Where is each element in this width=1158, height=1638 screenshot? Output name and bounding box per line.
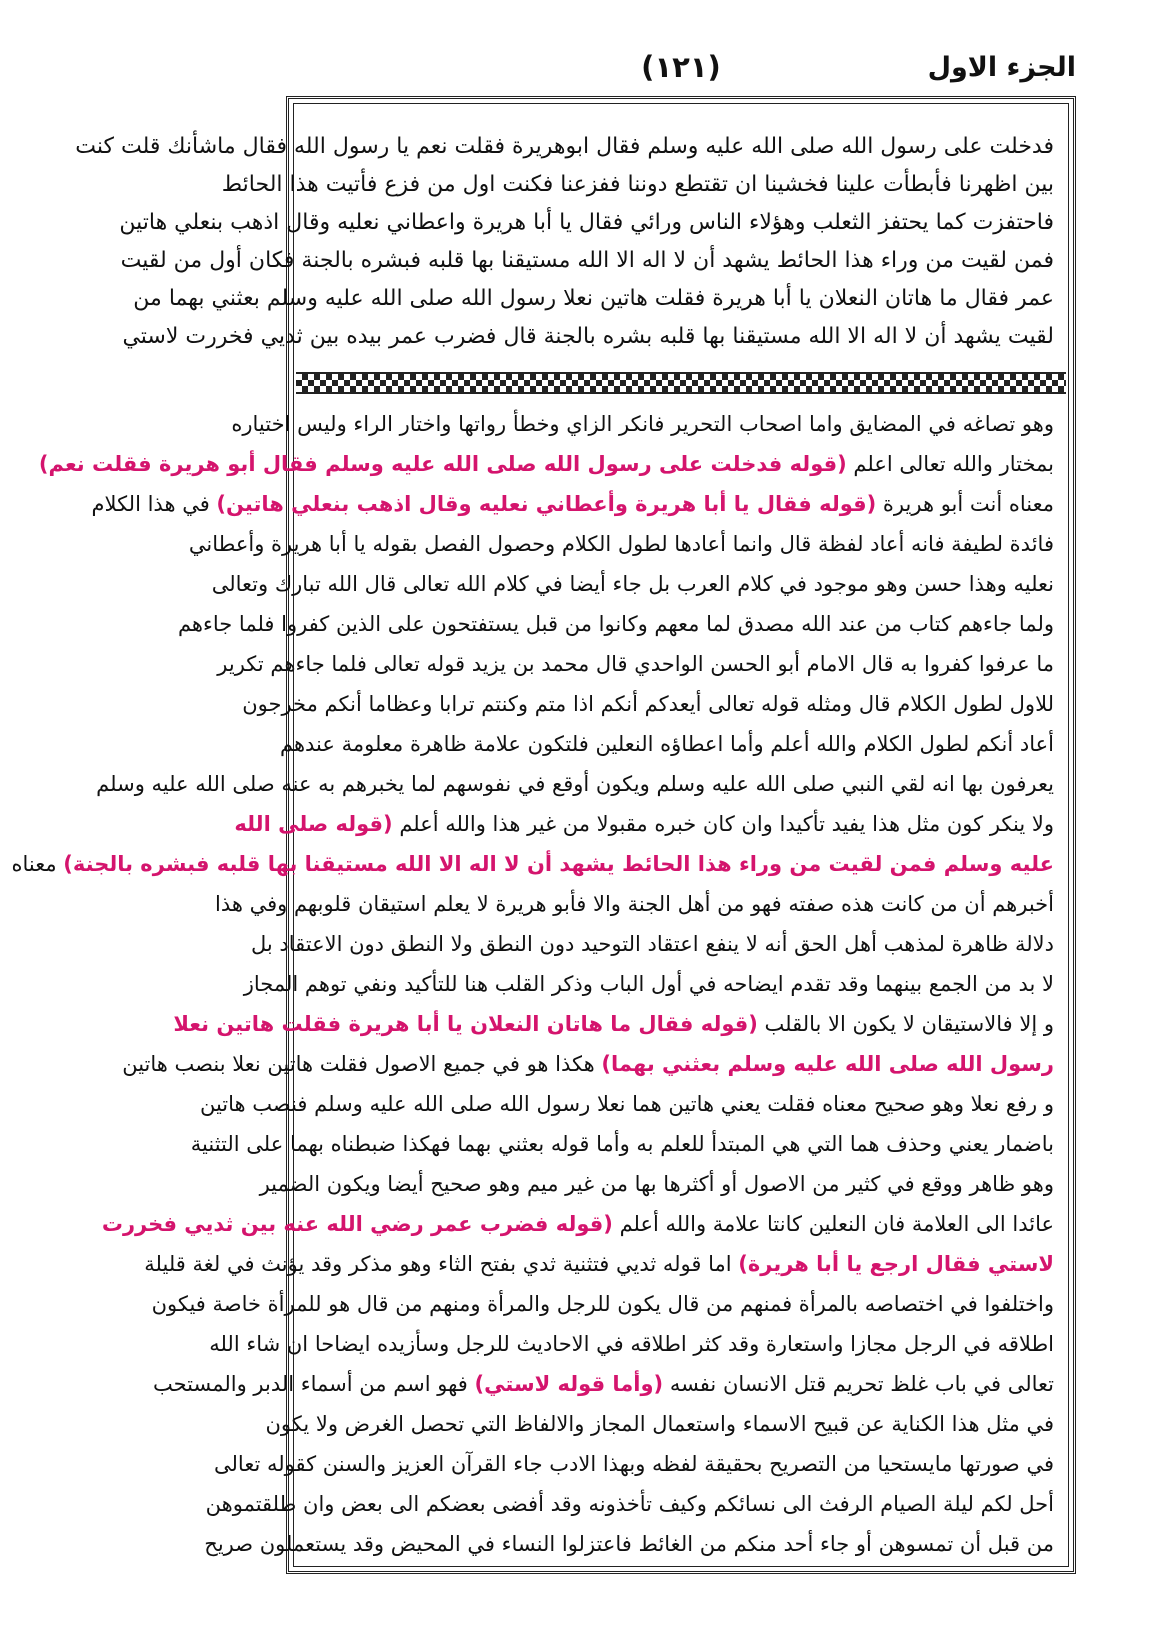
commentary-segment: أخبرهم أن من كانت هذه صفته فهو من أهل الجنة والا فأبو هريرة لا يعلم استيقان قلوبهم وفي هذا — [214, 892, 1054, 916]
commentary-line — [91, 484, 1054, 524]
quoted-hadith-phrase: (قوله فضرب عمر رضي الله عنه بين ثديي فخررت — [101, 1212, 613, 1236]
hadith-line: فمن لقيت من وراء هذا الحائط يشهد أن لا اله الا الله مستيقنا بها قلبه فبشره بالجنة فكان أول من لقيت — [120, 248, 1054, 273]
commentary-segment: اما قوله ثديي فتثنية ثدي بفتح الثاء وهو مذكر وقد يؤنث في لغة قليلة — [144, 1252, 739, 1276]
commentary-segment: و رفع نعلا وهو صحيح معناه فقلت يعني هاتين هما نعلا رسول الله صلى الله عليه وسلم فنصب هاتين — [199, 1092, 1054, 1116]
commentary-segment: هكذا هو في جميع الاصول فقلت هاتين نعلا بنصب هاتين — [122, 1052, 602, 1076]
commentary-line — [204, 1524, 1054, 1564]
commentary-segment: في هذا الكلام — [91, 492, 217, 516]
quoted-hadith-phrase: (قوله صلى الله — [234, 812, 393, 836]
checkered-divider — [296, 372, 1066, 394]
commentary-line — [152, 1364, 1054, 1404]
quoted-hadith-phrase: (قوله فقال ما هاتان النعلان يا أبا هريرة فقلت هاتين نعلا — [173, 1012, 758, 1036]
commentary-line — [38, 444, 1054, 484]
commentary-line — [214, 884, 1054, 924]
commentary-segment: معناه — [11, 852, 64, 876]
commentary-line — [209, 1324, 1054, 1364]
page-number: (١٢١) — [641, 50, 721, 84]
commentary-text — [11, 404, 1054, 1558]
quoted-hadith-phrase: (قوله فقال يا أبا هريرة وأعطاني نعليه وقال اذهب بنعلي هاتين) — [216, 492, 877, 516]
commentary-segment: أعاد أنكم لطول الكلام والله أعلم وأما اعطاؤه النعلين فلتكون علامة ظاهرة معلومة عندهم — [279, 732, 1054, 756]
commentary-line — [242, 684, 1054, 724]
commentary-line — [173, 1004, 1054, 1044]
commentary-line — [250, 924, 1054, 964]
commentary-line — [199, 1084, 1054, 1124]
page-frame-inner — [11, 103, 1069, 1567]
commentary-segment: معناه أنت أبو هريرة — [876, 492, 1054, 516]
commentary-line — [190, 1124, 1054, 1164]
quoted-hadith-phrase: (وأما قوله لاستي) — [474, 1372, 664, 1396]
commentary-line — [231, 404, 1054, 444]
commentary-line — [259, 1164, 1054, 1204]
commentary-segment: باضمار يعني وحذف هما التي هي المبتدأ للعلم به وأما قوله بعثني بهما فهكذا ضبطناه بهما على التثنية — [190, 1132, 1054, 1156]
commentary-line — [211, 564, 1054, 604]
commentary-segment: و إلا فالاستيقان لا يكون الا بالقلب — [757, 1012, 1054, 1036]
commentary-segment: بمختار والله تعالى اعلم — [846, 452, 1054, 476]
commentary-segment: نعليه وهذا حسن وهو موجود في كلام العرب بل جاء أيضا في كلام الله تعالى قال الله تبارك وتعالى — [211, 572, 1054, 596]
commentary-segment: للاول لطول الكلام قال ومثله قوله تعالى أيعدكم أنكم اذا متم وكنتم ترابا وعظاما أنكم مخرجون — [242, 692, 1054, 716]
commentary-line — [188, 524, 1054, 564]
commentary-segment: ما عرفوا كفروا به قال الامام أبو الحسن الواحدي قال محمد بن يزيد قوله تعالى فلما جاءهم تكرير — [217, 652, 1054, 676]
quoted-hadith-phrase: رسول الله صلى الله عليه وسلم بعثني بهما) — [601, 1052, 1054, 1076]
commentary-segment: وهو ظاهر ووقع في كثير من الاصول أو أكثرها بها من غير ميم وهو صحيح أيضا ويكون الضمير — [259, 1172, 1054, 1196]
commentary-segment: فائدة لطيفة فانه أعاد لفظة قال وانما أعادها لطول الكلام وحصول الفصل بقوله يا أبا هريرة وأعطاني — [188, 532, 1054, 556]
hadith-line: فدخلت على رسول الله صلى الله عليه وسلم فقال ابوهريرة فقلت نعم يا رسول الله فقال ماشأنك قلت كنت — [75, 134, 1054, 159]
quoted-hadith-phrase: لاستي فقال ارجع يا أبا هريرة) — [738, 1252, 1054, 1276]
hadith-line: فاحتفزت كما يحتفز الثعلب وهؤلاء الناس ورائي فقال يا أبا هريرة واعطاني نعليه وقال اذهب بنعلي هاتين — [119, 210, 1054, 235]
hadith-text — [75, 128, 1054, 368]
commentary-segment: في صورتها مايستحيا من التصريح بحقيقة لفظه وبهذا الادب جاء القرآن العزيز والسنن كقوله تعالى — [214, 1452, 1054, 1476]
volume-label: الجزء الاول — [927, 52, 1076, 83]
commentary-segment: واختلفوا في اختصاصه بالمرأة فمنهم من قال يكون للرجل والمرأة ومنهم من قال هو للمرأة خاصة فيكون — [151, 1292, 1054, 1316]
commentary-segment: لا بد من الجمع بينهما وقد تقدم ايضاحه في أول الباب وذكر القلب هنا للتأكيد ونفي توهم المجاز — [243, 972, 1054, 996]
commentary-segment: وهو تصاغه في المضايق واما اصحاب التحرير فانكر الزاي وخطأ رواتها واختار الراء وليس اختياره — [231, 412, 1054, 436]
hadith-line: عمر فقال ما هاتان النعلان يا أبا هريرة فقلت هاتين نعلا رسول الله صلى الله عليه وسلم بعثني بهما من — [133, 286, 1054, 311]
running-header — [286, 44, 1076, 94]
commentary-segment: في مثل هذا الكناية عن قبيح الاسماء واستعمال المجاز والالفاظ التي تحصل الغرض ولا يكون — [265, 1412, 1054, 1436]
quoted-hadith-phrase: (قوله فدخلت على رسول الله صلى الله عليه وسلم فقال أبو هريرة فقلت نعم) — [38, 452, 847, 476]
commentary-segment: عائدا الى العلامة فان النعلين كانتا علامة والله أعلم — [612, 1212, 1054, 1236]
commentary-line — [214, 1444, 1054, 1484]
commentary-segment: ولا ينكر كون مثل هذا يفيد تأكيدا وان كان خبره مقبولا من غير هذا والله أعلم — [392, 812, 1054, 836]
hadith-line: بين اظهرنا فأبطأت علينا فخشينا ان تقتطع دوننا ففزعنا فكنت اول من فزع فأتيت هذا الحائط — [221, 172, 1054, 197]
commentary-line — [265, 1404, 1054, 1444]
hadith-line: لقيت يشهد أن لا اله الا الله مستيقنا بها قلبه بشره بالجنة قال فضرب عمر بيده بين ثديي فخررت لاستي — [122, 324, 1054, 349]
commentary-line — [234, 804, 1054, 844]
commentary-line — [101, 1204, 1054, 1244]
commentary-segment: يعرفون بها انه لقي النبي صلى الله عليه وسلم ويكون أوقع في نفوسهم لما يخبرهم به عنه صلى الله عليه وسلم — [96, 772, 1054, 796]
commentary-line — [243, 964, 1054, 1004]
commentary-line — [279, 724, 1054, 764]
commentary-line — [205, 1484, 1054, 1524]
commentary-line — [11, 844, 1054, 884]
quoted-hadith-phrase: عليه وسلم فمن لقيت من وراء هذا الحائط يشهد أن لا اله الا الله مستيقنا بها قلبه فبشره بالجنة) — [63, 852, 1054, 876]
commentary-segment: أحل لكم ليلة الصيام الرفث الى نسائكم وكيف تأخذونه وقد أفضى بعضكم الى بعض وان طلقتموهن — [205, 1492, 1054, 1516]
commentary-segment: دلالة ظاهرة لمذهب أهل الحق أنه لا ينفع اعتقاد التوحيد دون النطق ولا النطق دون الاعتقاد بل — [250, 932, 1054, 956]
page-frame — [11, 96, 1076, 1574]
commentary-line — [122, 1044, 1054, 1084]
commentary-line — [96, 764, 1054, 804]
commentary-segment: اطلاقه في الرجل مجازا واستعارة وقد كثر اطلاقه في الاحاديث للرجل وسأزيده ايضاحا ان شاء الله — [209, 1332, 1054, 1356]
commentary-segment: فهو اسم من أسماء الدبر والمستحب — [152, 1372, 475, 1396]
commentary-segment: من قبل أن تمسوهن أو جاء أحد منكم من الغائط فاعتزلوا النساء في المحيض وقد يستعملون صريح — [204, 1532, 1054, 1556]
commentary-line — [177, 604, 1054, 644]
commentary-segment: تعالى في باب غلظ تحريم قتل الانسان نفسه — [663, 1372, 1054, 1396]
commentary-line — [144, 1244, 1054, 1284]
commentary-segment: ولما جاءهم كتاب من عند الله مصدق لما معهم وكانوا من قبل يستفتحون على الذين كفروا فلما جاءهم — [177, 612, 1054, 636]
commentary-line — [217, 644, 1054, 684]
commentary-line — [151, 1284, 1054, 1324]
